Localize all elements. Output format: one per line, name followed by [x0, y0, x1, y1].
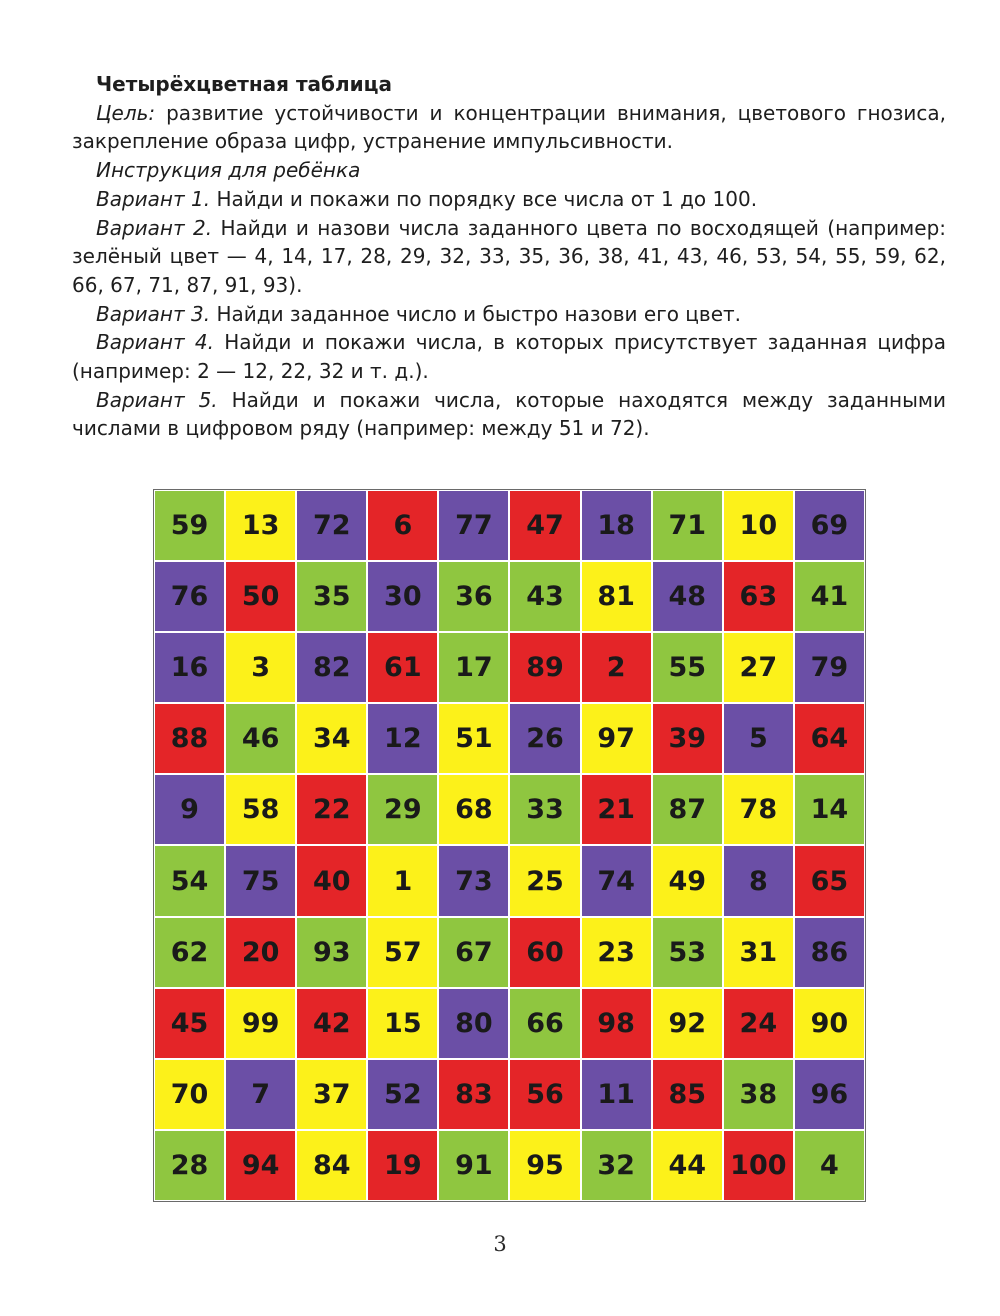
page-number: 3 [493, 1232, 507, 1256]
table-cell: 30 [367, 561, 438, 632]
table-cell: 87 [652, 774, 723, 845]
table-cell: 45 [154, 988, 225, 1059]
table-cell: 66 [509, 988, 580, 1059]
table-cell: 64 [794, 703, 865, 774]
table-cell: 55 [652, 632, 723, 703]
table-cell: 81 [581, 561, 652, 632]
table-cell: 100 [723, 1130, 794, 1201]
table-cell: 2 [581, 632, 652, 703]
table-cell: 52 [367, 1059, 438, 1130]
variant-2 [72, 214, 946, 300]
table-cell: 16 [154, 632, 225, 703]
table-cell: 36 [438, 561, 509, 632]
table-cell: 51 [438, 703, 509, 774]
table-cell: 7 [225, 1059, 296, 1130]
table-cell: 65 [794, 845, 865, 916]
table-cell: 61 [367, 632, 438, 703]
table-cell: 43 [509, 561, 580, 632]
table-cell: 9 [154, 774, 225, 845]
table-cell: 41 [794, 561, 865, 632]
table-cell: 24 [723, 988, 794, 1059]
variant-4 [72, 328, 946, 385]
goal-text: развитие устойчивости и концентрации внимания, цветового гнозиса, закрепление образа цифр, устранение импульсивности. [72, 100, 946, 154]
table-cell: 37 [296, 1059, 367, 1130]
table-cell: 5 [723, 703, 794, 774]
variant-label: Вариант 3. [96, 301, 211, 326]
table-cell: 15 [367, 988, 438, 1059]
table-cell: 38 [723, 1059, 794, 1130]
table-cell: 27 [723, 632, 794, 703]
table-cell: 84 [296, 1130, 367, 1201]
table-cell: 49 [652, 845, 723, 916]
table-cell: 33 [509, 774, 580, 845]
variant-text: Найди и покажи по порядку все числа от 1 до 100. [210, 186, 758, 211]
table-cell: 39 [652, 703, 723, 774]
table-cell: 57 [367, 917, 438, 988]
table-cell: 79 [794, 632, 865, 703]
table-cell: 42 [296, 988, 367, 1059]
table-cell: 11 [581, 1059, 652, 1130]
table-cell: 29 [367, 774, 438, 845]
table-cell: 18 [581, 490, 652, 561]
variant-text: Найди и покажи числа, которые находятся между заданными числами в цифровом ряду (например: между 51 и 72). [72, 387, 946, 441]
table-cell: 22 [296, 774, 367, 845]
table-cell: 23 [581, 917, 652, 988]
table-cell: 77 [438, 490, 509, 561]
table-cell: 93 [296, 917, 367, 988]
table-cell: 96 [794, 1059, 865, 1130]
table-cell: 10 [723, 490, 794, 561]
table-cell: 26 [509, 703, 580, 774]
table-cell: 78 [723, 774, 794, 845]
variant-text: Найди и назови числа заданного цвета по восходящей (например: зелёный цвет — 4, 14, 17, 28, 29, 32, 33, 35, 36, 38, 41, 43, 46, 53, 54, 55, 59, 62, 66, 67, 71, 87, 91, 93). [72, 215, 947, 297]
table-cell: 83 [438, 1059, 509, 1130]
table-cell: 59 [154, 490, 225, 561]
table-cell: 32 [581, 1130, 652, 1201]
table-cell: 56 [509, 1059, 580, 1130]
variant-text: Найди заданное число и быстро назови его цвет. [210, 301, 742, 326]
table-cell: 72 [296, 490, 367, 561]
table-cell: 63 [723, 561, 794, 632]
table-cell: 86 [794, 917, 865, 988]
table-cell: 60 [509, 917, 580, 988]
table-cell: 31 [723, 917, 794, 988]
table-cell: 98 [581, 988, 652, 1059]
table-cell: 99 [225, 988, 296, 1059]
table-cell: 6 [367, 490, 438, 561]
table-cell: 75 [225, 845, 296, 916]
table-cell: 71 [652, 490, 723, 561]
table-cell: 68 [438, 774, 509, 845]
table-cell: 1 [367, 845, 438, 916]
table-cell: 8 [723, 845, 794, 916]
table-cell: 40 [296, 845, 367, 916]
page-title: Четырёхцветная таблица [96, 72, 392, 96]
table-cell: 74 [581, 845, 652, 916]
table-cell: 91 [438, 1130, 509, 1201]
table-cell: 20 [225, 917, 296, 988]
variant-label: Вариант 2. [96, 215, 213, 240]
variant-label: Вариант 1. [96, 186, 211, 211]
table-cell: 69 [794, 490, 865, 561]
table-cell: 95 [509, 1130, 580, 1201]
goal-paragraph [72, 99, 946, 156]
table-cell: 94 [225, 1130, 296, 1201]
table-cell: 4 [794, 1130, 865, 1201]
variant-text: Найди и покажи числа, в которых присутствует заданная цифра (например: 2 — 12, 22, 32 и т. д.). [72, 330, 946, 384]
four-color-table [153, 489, 866, 1202]
table-cell: 58 [225, 774, 296, 845]
table-cell: 62 [154, 917, 225, 988]
table-cell: 12 [367, 703, 438, 774]
table-cell: 47 [509, 490, 580, 561]
table-cell: 53 [652, 917, 723, 988]
table-cell: 34 [296, 703, 367, 774]
table-cell: 35 [296, 561, 367, 632]
table-cell: 21 [581, 774, 652, 845]
table-cell: 28 [154, 1130, 225, 1201]
variant-1 [72, 185, 946, 214]
table-cell: 85 [652, 1059, 723, 1130]
variant-label: Вариант 4. [96, 330, 214, 355]
instruction-heading: Инструкция для ребёнка [96, 158, 361, 183]
variant-label: Вариант 5. [96, 387, 218, 412]
table-cell: 90 [794, 988, 865, 1059]
table-cell: 17 [438, 632, 509, 703]
table-cell: 73 [438, 845, 509, 916]
table-cell: 97 [581, 703, 652, 774]
instructions-block [72, 70, 946, 443]
table-cell: 76 [154, 561, 225, 632]
variant-5 [72, 386, 946, 443]
table-cell: 14 [794, 774, 865, 845]
table-cell: 13 [225, 490, 296, 561]
table-cell: 88 [154, 703, 225, 774]
table-cell: 82 [296, 632, 367, 703]
table-cell: 89 [509, 632, 580, 703]
table-cell: 25 [509, 845, 580, 916]
variant-3 [72, 300, 946, 329]
table-cell: 92 [652, 988, 723, 1059]
table-cell: 46 [225, 703, 296, 774]
table-cell: 3 [225, 632, 296, 703]
table-cell: 54 [154, 845, 225, 916]
table-cell: 67 [438, 917, 509, 988]
table-cell: 48 [652, 561, 723, 632]
table-cell: 70 [154, 1059, 225, 1130]
table-cell: 44 [652, 1130, 723, 1201]
goal-label: Цель: [96, 100, 156, 125]
table-cell: 50 [225, 561, 296, 632]
table-cell: 80 [438, 988, 509, 1059]
table-cell: 19 [367, 1130, 438, 1201]
